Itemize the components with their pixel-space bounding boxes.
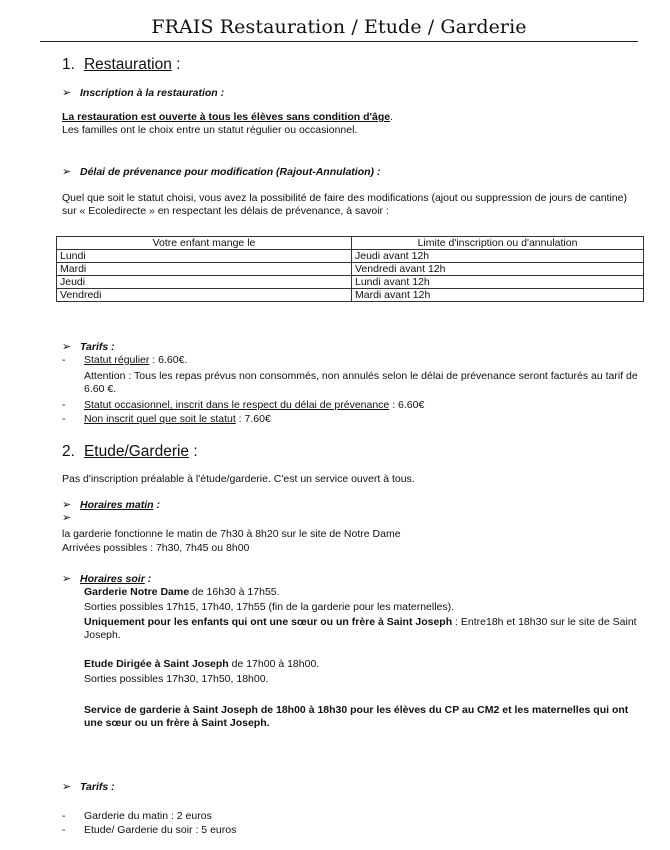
bullet-delai	[62, 165, 380, 178]
notre-dame-times: de 16h30 à 17h55.	[189, 586, 280, 598]
arrow-bullet-icon: ➢	[62, 499, 72, 511]
tarif-garderie-matin	[62, 810, 212, 823]
bullet-horaires-matin	[62, 498, 160, 511]
tarif-attention: Attention : Tous les repas prévus non consommés, non annulés selon le délai de prévenance seront facturés au tarif de 6.60 €.	[84, 370, 638, 395]
notre-dame-hours	[84, 586, 280, 599]
tarif-value: : 7.60€	[235, 413, 271, 425]
tarif-garderie-soir	[62, 824, 236, 837]
tarif-label: Statut régulier	[84, 354, 150, 366]
section-number: 2.	[62, 443, 75, 460]
section-heading-etude-garderie	[62, 443, 198, 461]
families-choice: Les familles ont le choix entre un statut régulier ou occasionnel.	[62, 124, 358, 136]
etude-exits: Sorties possibles 17h30, 17h50, 18h00.	[84, 673, 269, 685]
morning-line-2: Arrivées possibles : 7h30, 7h45 ou 8h00	[62, 542, 250, 554]
tarif-text: Garderie du matin : 2 euros	[84, 810, 212, 822]
etude-hours	[84, 658, 319, 671]
dash-bullet: -	[62, 413, 66, 425]
bullet-text: Délai de prévenance pour modification (Rajout-Annulation) :	[80, 166, 381, 178]
dash-bullet: -	[62, 810, 66, 822]
tarif-value: : 6.60€	[389, 399, 425, 411]
bullet-inscription	[62, 86, 224, 99]
notre-dame-exits: Sorties possibles 17h15, 17h40, 17h55 (fin de la garderie pour les maternelles).	[84, 601, 455, 613]
arrow-bullet-icon: ➢	[62, 512, 72, 524]
table-row	[57, 263, 644, 276]
dash-bullet: -	[62, 399, 66, 411]
tarif-occasional	[62, 399, 424, 412]
arrow-bullet-icon: ➢	[62, 781, 72, 793]
bullet-tarifs-restauration	[62, 340, 115, 353]
table-cell: Mardi avant 12h	[352, 289, 644, 302]
table-cell: Lundi avant 12h	[352, 276, 644, 289]
table-cell: Vendredi	[57, 289, 352, 302]
section-title-suffix: :	[189, 443, 198, 460]
table-header-row	[57, 237, 644, 250]
saint-joseph-only	[84, 616, 638, 642]
document-title: FRAIS Restauration / Etude / Garderie	[40, 16, 638, 42]
table-header-cell: Votre enfant mange le	[57, 237, 352, 250]
table-row	[57, 250, 644, 263]
bullet-text: Horaires soir	[80, 573, 145, 585]
no-registration: Pas d'inscription préalable à l'étude/garderie. C'est un service ouvert à tous.	[62, 473, 415, 485]
section-title-suffix: :	[171, 56, 181, 73]
arrow-bullet-icon: ➢	[62, 87, 72, 99]
table-row	[57, 276, 644, 289]
saint-joseph-only-rest: : Entre18h et 18h30 sur le site de Saint Joseph.	[84, 616, 637, 641]
tarif-unregistered	[62, 413, 271, 426]
table-cell: Jeudi	[57, 276, 352, 289]
bullet-text: Inscription à la restauration :	[80, 87, 225, 99]
tarif-label: Non inscrit quel que soit le statut	[84, 413, 236, 425]
dash-bullet: -	[62, 824, 66, 836]
open-statement-end: .	[390, 111, 394, 123]
tarif-label: Statut occasionnel, inscrit dans le respect du délai de prévenance	[84, 399, 390, 411]
bullet-text-suffix: :	[153, 499, 160, 511]
bullet-empty	[62, 511, 80, 524]
table-row	[57, 289, 644, 302]
section-heading-restauration	[62, 56, 180, 74]
section-title: Etude/Garderie	[83, 443, 190, 460]
bullet-text: Tarifs :	[80, 781, 115, 793]
table-header-cell: Limite d'inscription ou d'annulation	[352, 237, 644, 250]
bullet-text: Tarifs :	[80, 341, 115, 353]
tarif-value: : 6.60€.	[149, 354, 188, 366]
open-statement-text: La restauration est ouverte à tous les élèves sans condition d'âge	[62, 111, 391, 123]
notre-dame-label: Garderie Notre Dame	[84, 586, 190, 598]
delay-paragraph: Quel que soit le statut choisi, vous avez la possibilité de faire des modifications (ajout ou suppression de jours de cantine) sur « Ecoledirecte » en respectant les délais de prévenance, à savoir :	[62, 192, 627, 217]
tarif-regular	[62, 354, 187, 367]
bullet-horaires-soir	[62, 572, 151, 585]
section-number: 1.	[62, 56, 75, 73]
table-cell: Lundi	[57, 250, 352, 263]
arrow-bullet-icon: ➢	[62, 341, 72, 353]
delay-table	[56, 236, 644, 302]
bullet-text-suffix: :	[144, 573, 152, 585]
saint-joseph-only-label: Uniquement pour les enfants qui ont une sœur ou un frère à Saint Joseph	[84, 616, 453, 628]
table-cell: Vendredi avant 12h	[352, 263, 644, 276]
service-garderie-saint-joseph: Service de garderie à Saint Joseph de 18h00 à 18h30 pour les élèves du CP au CM2 et les maternelles qui ont une sœur ou un frère à Saint Joseph.	[84, 704, 629, 729]
tarif-text: Etude/ Garderie du soir : 5 euros	[84, 824, 237, 836]
etude-label: Etude Dirigée à Saint Joseph	[84, 658, 229, 670]
table-cell: Jeudi avant 12h	[352, 250, 644, 263]
etude-times: de 17h00 à 18h00.	[228, 658, 320, 670]
bullet-text: Horaires matin	[80, 499, 154, 511]
section-title: Restauration	[83, 56, 172, 73]
dash-bullet: -	[62, 354, 66, 366]
bullet-tarifs-garderie	[62, 780, 115, 793]
open-statement	[62, 111, 393, 124]
morning-line-1: la garderie fonctionne le matin de 7h30 à 8h20 sur le site de Notre Dame	[62, 528, 401, 540]
arrow-bullet-icon: ➢	[62, 573, 72, 585]
arrow-bullet-icon: ➢	[62, 166, 72, 178]
table-cell: Mardi	[57, 263, 352, 276]
